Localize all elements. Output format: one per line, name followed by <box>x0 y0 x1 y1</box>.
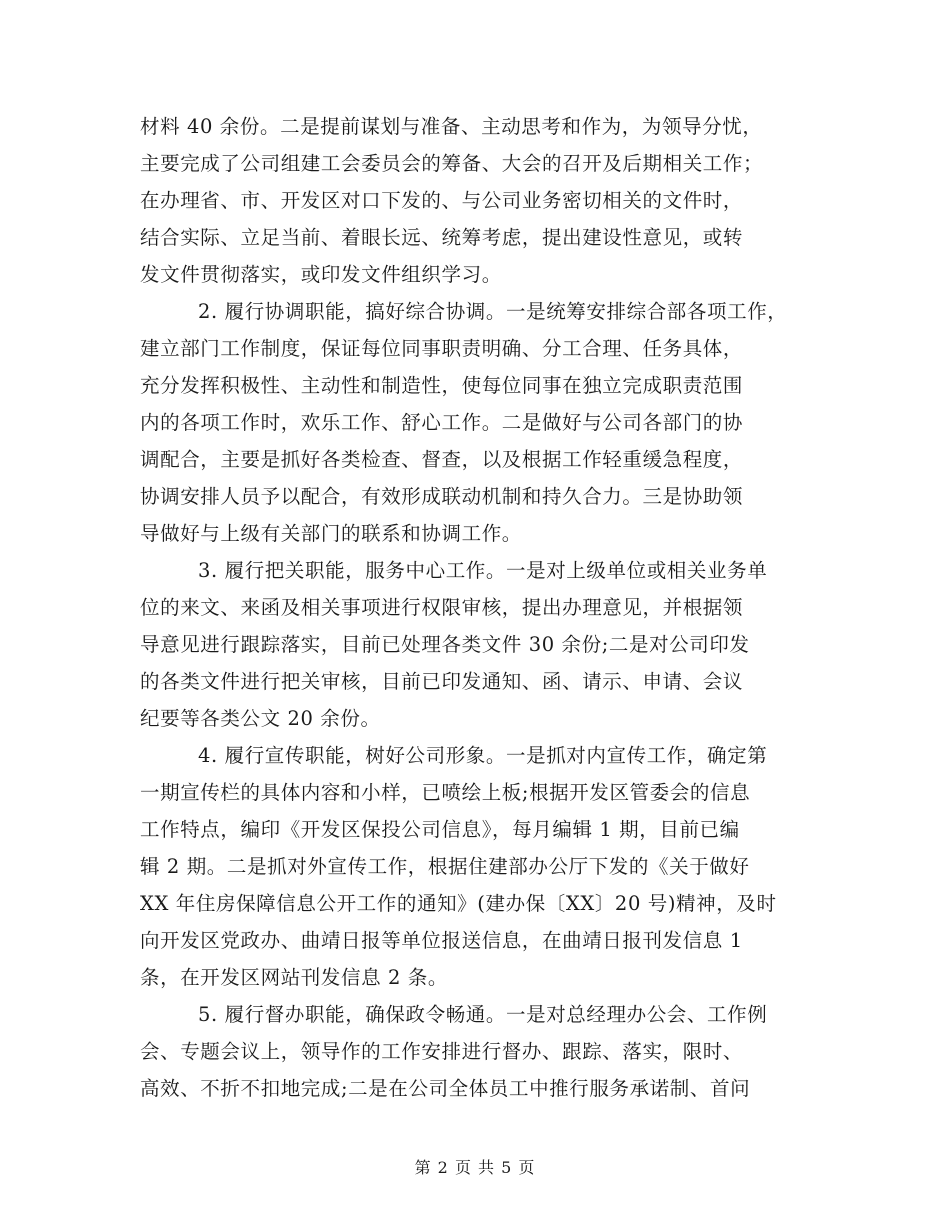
text-line: 3. 履行把关职能，服务中心工作。一是对上级单位或相关业务单 <box>198 559 768 582</box>
text-line: 会、专题会议上，领导作的工作安排进行督办、跟踪、落实，限时、 <box>140 1040 744 1063</box>
text-line: 2. 履行协调职能，搞好综合协调。一是统筹安排综合部各项工作， <box>198 300 788 323</box>
text-line: 条，在开发区网站刊发信息 2 条。 <box>140 966 449 989</box>
paragraph-3 <box>140 552 820 737</box>
text-line: 在办理省、市、开发区对口下发的、与公司业务密切相关的文件时， <box>140 189 744 212</box>
document-body <box>140 108 820 1107</box>
page-number-footer: 第 2 页 共 5 页 <box>414 1158 536 1177</box>
text-line: 高效、不折不扣地完成;二是在公司全体员工中推行服务承诺制、首问 <box>140 1077 751 1100</box>
text-line: 位的来文、来函及相关事项进行权限审核，提出办理意见，并根据领 <box>140 596 744 619</box>
text-line: 工作特点，编印《开发区保投公司信息》，每月编辑 1 期，目前已编 <box>140 818 740 841</box>
text-line: 主要完成了公司组建工会委员会的筹备、大会的召开及后期相关工作； <box>140 152 764 175</box>
text-line: 向开发区党政办、曲靖日报等单位报送信息，在曲靖日报刊发信息 1 <box>140 929 743 952</box>
text-line: 材料 40 余份。二是提前谋划与准备、主动思考和作为，为领导分忧， <box>140 115 763 138</box>
paragraph-2 <box>140 293 820 552</box>
text-line: XX 年住房保障信息公开工作的通知》(建办保〔XX〕20 号)精神，及时 <box>140 892 777 915</box>
text-line: 导做好与上级有关部门的联系和协调工作。 <box>140 522 522 545</box>
text-line: 5. 履行督办职能，确保政令畅通。一是对总经理办公会、工作例 <box>198 1003 768 1026</box>
text-line: 纪要等各类公文 20 余份。 <box>140 707 381 730</box>
text-line: 4. 履行宣传职能，树好公司形象。一是抓对内宣传工作，确定第 <box>198 744 768 767</box>
paragraph-4 <box>140 737 820 996</box>
text-line: 内的各项工作时，欢乐工作、舒心工作。二是做好与公司各部门的协 <box>140 411 744 434</box>
text-line: 导意见进行跟踪落实，目前已处理各类文件 30 余份;二是对公司印发 <box>140 633 750 656</box>
text-line: 调配合，主要是抓好各类检查、督查，以及根据工作轻重缓急程度， <box>140 448 744 471</box>
text-line: 协调安排人员予以配合，有效形成联动机制和持久合力。三是协助领 <box>140 485 744 508</box>
text-line: 充分发挥积极性、主动性和制造性，使每位同事在独立完成职责范围 <box>140 374 744 397</box>
text-line: 一期宣传栏的具体内容和小样，已喷绘上板;根据开发区管委会的信息 <box>140 781 751 804</box>
text-line: 结合实际、立足当前、着眼长远、统筹考虑，提出建设性意见，或转 <box>140 226 744 249</box>
text-line: 发文件贯彻落实，或印发文件组织学习。 <box>140 263 502 286</box>
paragraph-5 <box>140 996 820 1107</box>
text-line: 建立部门工作制度，保证每位同事职责明确、分工合理、任务具体， <box>140 337 744 360</box>
text-line: 辑 2 期。二是抓对外宣传工作，根据住建部办公厅下发的《关于做好 <box>140 855 750 878</box>
paragraph-1 <box>140 108 820 293</box>
text-line: 的各类文件进行把关审核，目前已印发通知、函、请示、申请、会议 <box>140 670 744 693</box>
